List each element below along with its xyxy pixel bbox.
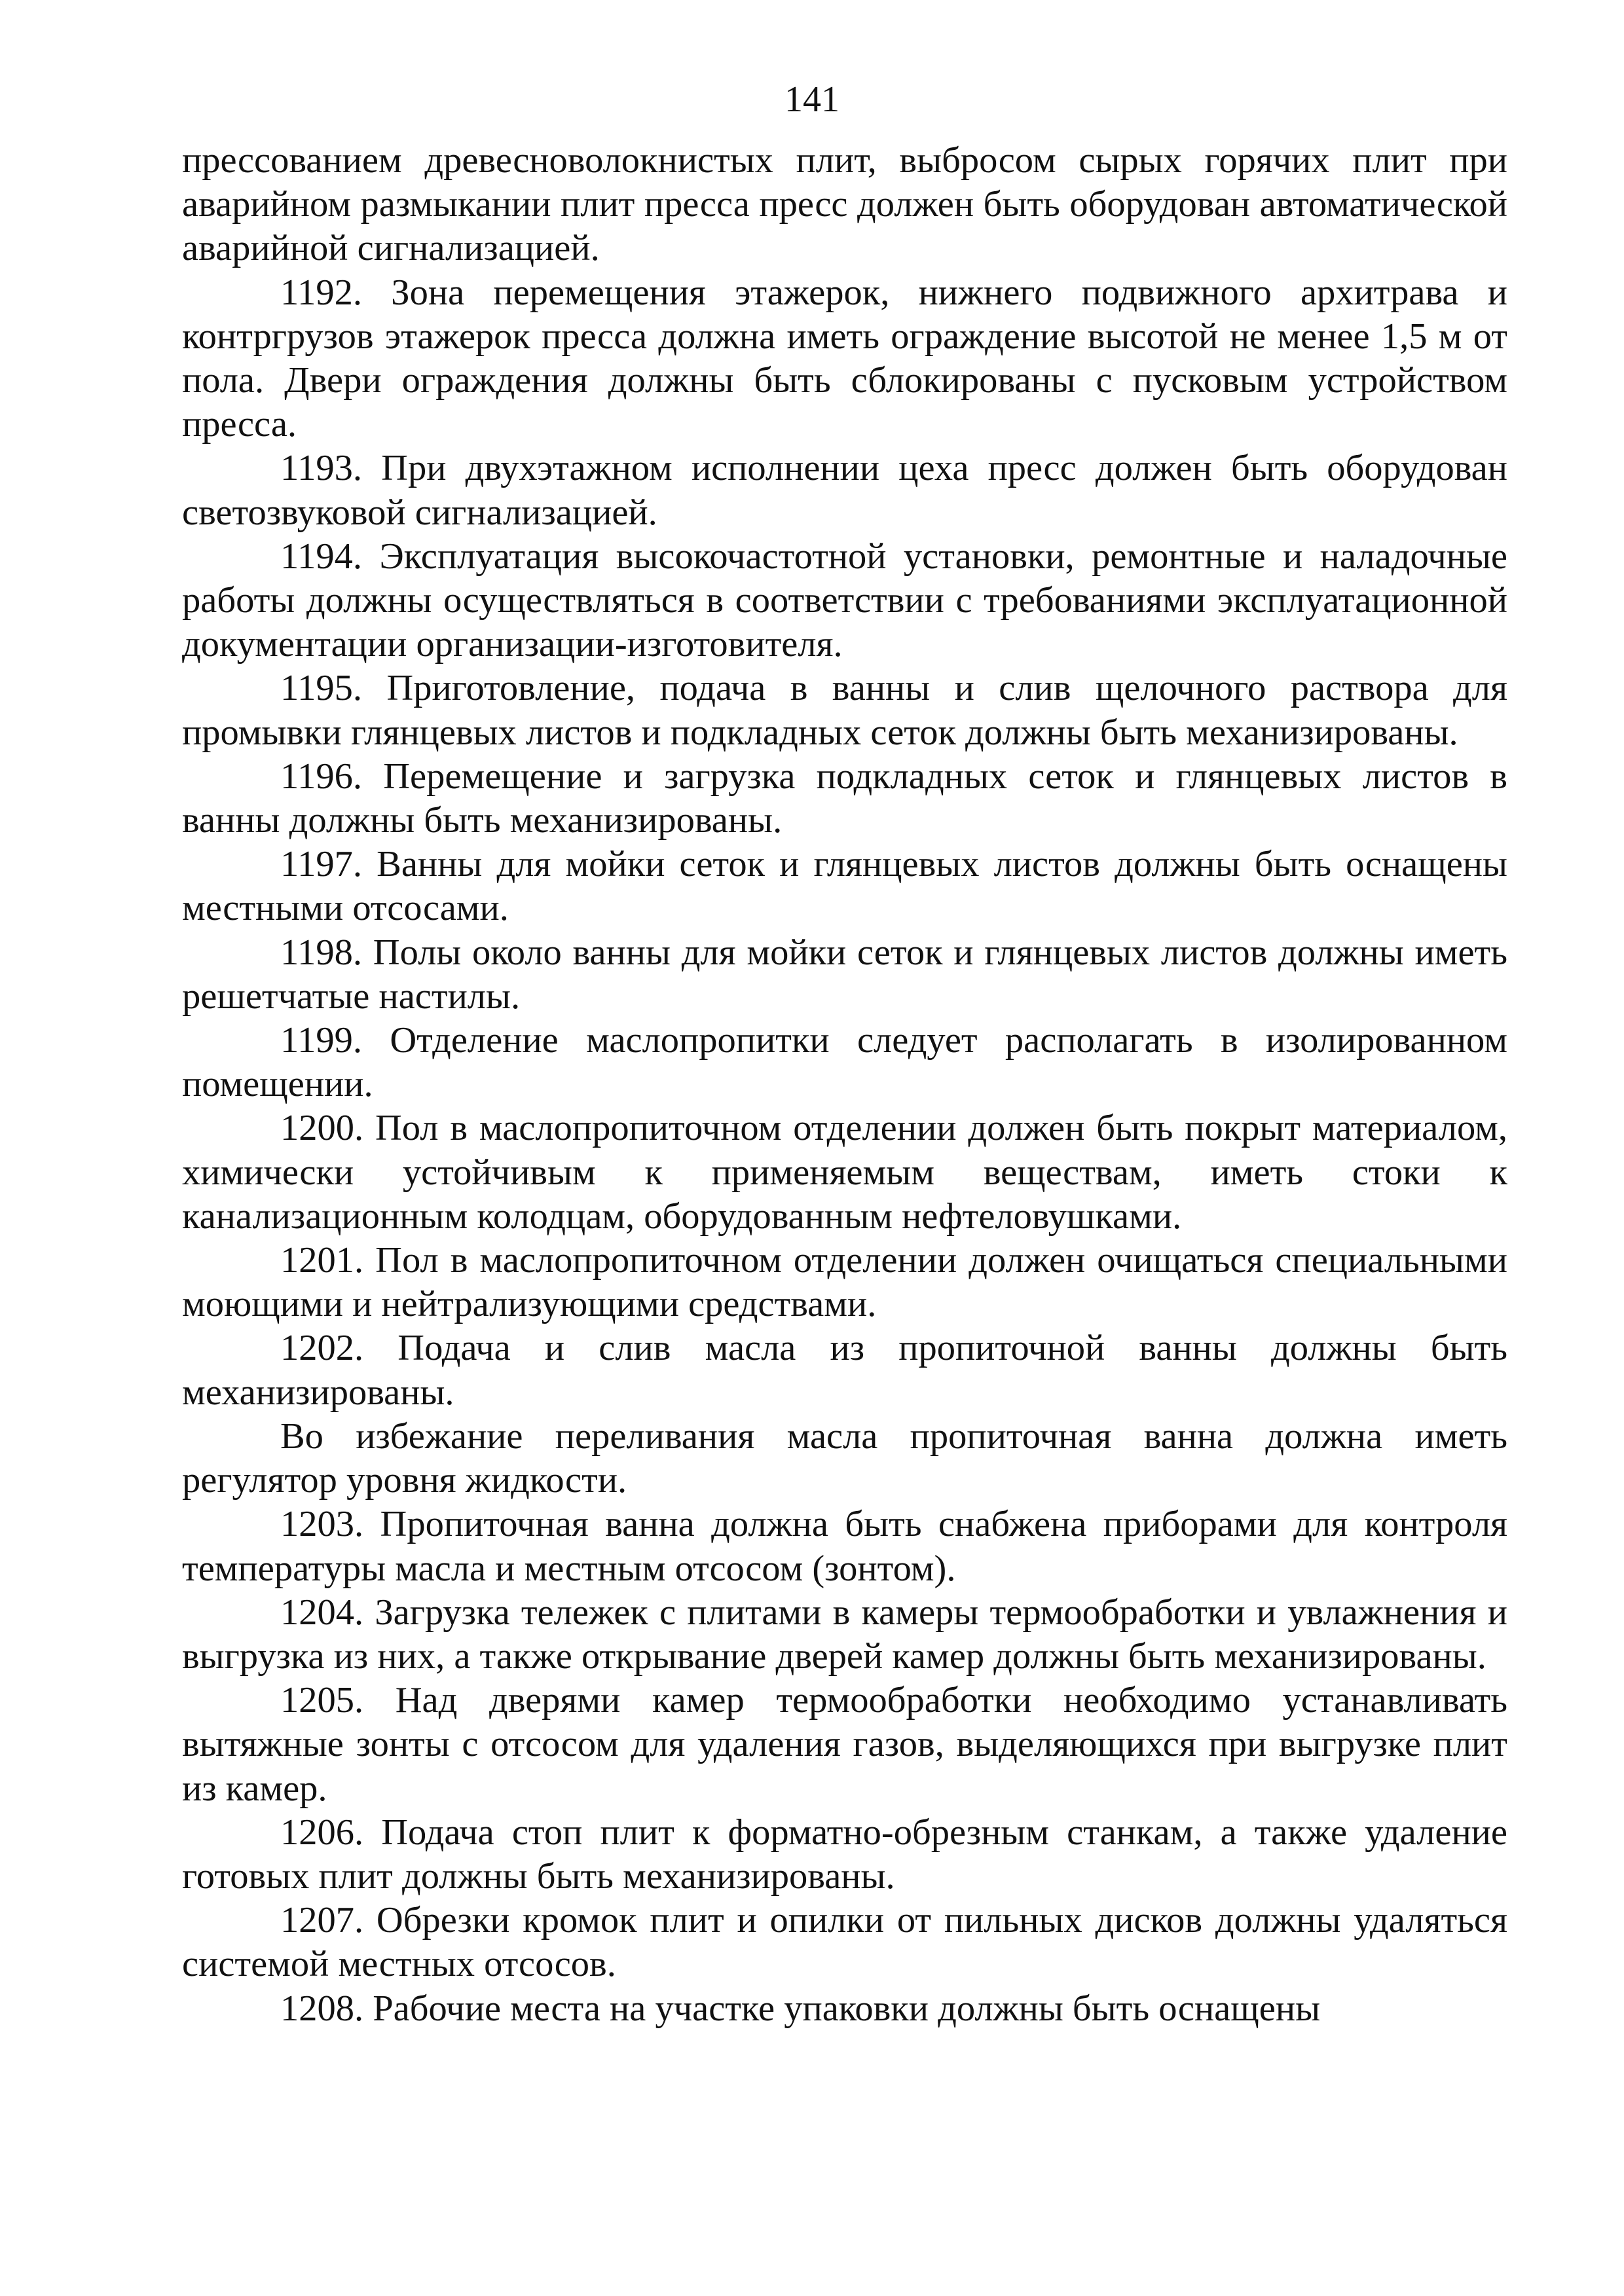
paragraph-1193: 1193. При двухэтажном исполнении цеха пресс должен быть оборудован светозвуковой сигнализацией.: [182, 448, 1507, 533]
paragraph-1195: 1195. Приготовление, подача в ванны и слив щелочного раствора для промывки глянцевых листов и подкладных сеток должны быть механизированы.: [182, 668, 1507, 753]
paragraph-1194: 1194. Эксплуатация высокочастотной установки, ремонтные и наладочные работы должны осуществляться в соответствии с требованиями эксплуатационной документации организации-изготовителя.: [182, 536, 1507, 665]
paragraph-1202-continued: Во избежание переливания масла пропиточная ванна должна иметь регулятор уровня жидкости.: [182, 1415, 1507, 1501]
paragraph-1202: 1202. Подача и слив масла из пропиточной ванны должны быть механизированы.: [182, 1328, 1507, 1413]
paragraph-1204: 1204. Загрузка тележек с плитами в камеры термообработки и увлажнения и выгрузка из них, а также открывание дверей камер должны быть механизированы.: [182, 1592, 1507, 1677]
paragraph-1200: 1200. Пол в маслопропиточном отделении должен быть покрыт материалом, химически устойчивым к применяемым веществам, иметь стоки к канализационным колодцам, оборудованным нефтеловушками.: [182, 1108, 1507, 1237]
paragraph-1197: 1197. Ванны для мойки сеток и глянцевых листов должны быть оснащены местными отсосами.: [182, 844, 1507, 929]
paragraph-1196: 1196. Перемещение и загрузка подкладных сеток и глянцевых листов в ванны должны быть механизированы.: [182, 756, 1507, 841]
paragraph-1203: 1203. Пропиточная ванна должна быть снабжена приборами для контроля температуры масла и местным отсосом (зонтом).: [182, 1504, 1507, 1589]
paragraph-1201: 1201. Пол в маслопропиточном отделении должен очищаться специальными моющими и нейтрализующими средствами.: [182, 1240, 1507, 1325]
paragraph-continuation: прессованием древесноволокнистых плит, выбросом сырых горячих плит при аварийном размыкании плит пресса пресс должен быть оборудован автоматической аварийной сигнализацией.: [182, 140, 1507, 269]
paragraph-1206: 1206. Подача стоп плит к форматно-обрезным станкам, а также удаление готовых плит должны быть механизированы.: [182, 1812, 1507, 1897]
document-body: [182, 139, 1507, 2031]
paragraph-1205: 1205. Над дверями камер термообработки необходимо устанавливать вытяжные зонты с отсосом для удаления газов, выделяющихся при выгрузке плит из камер.: [182, 1680, 1507, 1809]
paragraph-1207: 1207. Обрезки кромок плит и опилки от пильных дисков должны удаляться системой местных отсосов.: [182, 1900, 1507, 1985]
page-number: 141: [784, 79, 840, 120]
paragraph-1199: 1199. Отделение маслопропитки следует располагать в изолированном помещении.: [182, 1020, 1507, 1105]
paragraph-1198: 1198. Полы около ванны для мойки сеток и глянцевых листов должны иметь решетчатые настилы.: [182, 932, 1507, 1017]
paragraph-1192: 1192. Зона перемещения этажерок, нижнего подвижного архитрава и контргрузов этажерок пресса должна иметь ограждение высотой не менее 1,5 м от пола. Двери ограждения должны быть сблокированы с пусковым устройством пресса.: [182, 272, 1507, 445]
paragraph-1208: 1208. Рабочие места на участке упаковки должны быть оснащены: [280, 1988, 1321, 2029]
